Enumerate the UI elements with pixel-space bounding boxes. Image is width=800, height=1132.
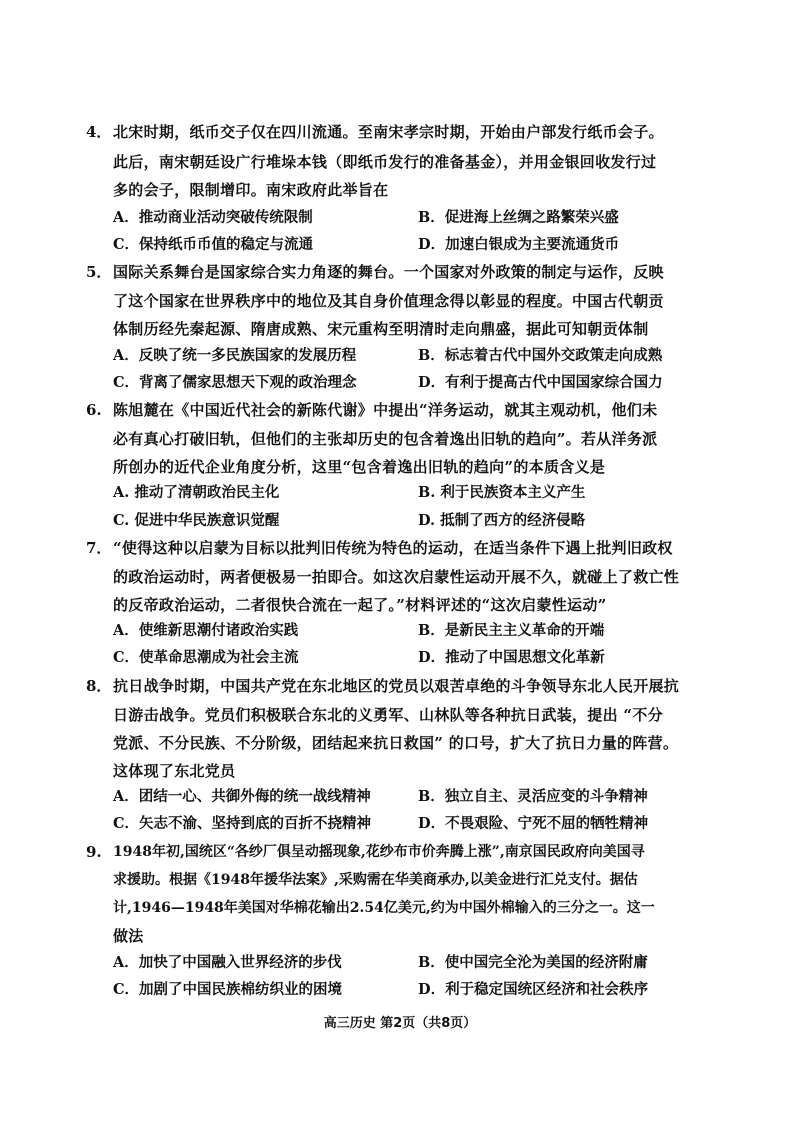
question-stem-line: 的政治运动时，两者便极易一拍即合。如这次启蒙性运动开展不久，就碰上了救亡性: [113, 568, 680, 586]
question-stem-line: 所创办的近代企业角度分析，这里“包含着逸出旧轨的趋向”的本质含义是: [113, 458, 606, 476]
option-a: A．推动商业活动突破传统限制: [113, 209, 313, 226]
page-footer: 高三历史 第2页（共8页）: [323, 1016, 477, 1031]
option-a: A. 推动了清朝政治民主化: [113, 484, 280, 501]
question-stem-line: 多的会子，限制增印。南宋政府此举旨在: [113, 181, 389, 199]
option-b: B．独立自主、灵活应变的斗争精神: [418, 788, 648, 805]
option-c: C．加剧了中国民族棉纺织业的困境: [113, 981, 343, 998]
option-c: C．矢志不渝、坚持到底的百折不挠精神: [113, 815, 372, 832]
option-b: B. 利于民族资本主义产生: [418, 484, 586, 501]
question-number: 6.: [86, 401, 102, 419]
question-stem-line: 体制历经先秦起源、隋唐成熟、宋元重构至明清时走向鼎盛，据此可知朝贡体制: [113, 320, 649, 338]
option-d: D．加速白银成为主要流通货币: [418, 236, 620, 253]
question-stem-line: 党派、不分民族、不分阶级，团结起来抗日救国” 的口号，扩大了抗日力量的阵营。: [113, 734, 679, 752]
question-number: 7．: [86, 539, 112, 557]
question-stem-line: 北宋时期，纸币交子仅在四川流通。至南宋孝宗时期，开始由户部发行纸币会子。: [113, 123, 664, 141]
option-a: A．团结一心、共御外侮的统一战线精神: [113, 788, 371, 805]
option-d: D．推动了中国思想文化革新: [418, 649, 605, 666]
question-stem-line: 国际关系舞台是国家综合实力角逐的舞台。一个国家对外政策的制定与运作，反映: [113, 263, 664, 281]
question-stem-line: 计,1946—1948年美国对华棉花输出2.54亿美元,约为中国外棉输入的三分之一。这一: [113, 900, 655, 916]
question-stem-line: 求援助。根据《1948年援华法案》,采购需在华美商承办,以美金进行汇兑支付。据估: [113, 872, 638, 888]
option-d: D. 抵制了西方的经济侵略: [418, 512, 586, 529]
option-a: A．使维新思潮付诸政治实践: [113, 622, 299, 639]
question-number: 5．: [86, 263, 112, 281]
question-stem-line: 的反帝政治运动，二者很快合流在一起了。”材料评述的“这次启蒙性运动”: [113, 596, 607, 614]
question-stem-line: “使得这种以启蒙为目标以批判旧传统为特色的运动，在适当条件下遇上批判旧政权: [113, 539, 673, 557]
option-d: D．有利于提高古代中国国家综合国力: [418, 374, 663, 391]
question-stem-line: 这体现了东北党员: [113, 762, 236, 780]
option-c: C．保持纸币币值的稳定与流通: [113, 236, 314, 253]
question-stem-line: 日游击战争。党员们积极联合东北的义勇军、山林队等各种抗日武装，提出 “不分: [113, 706, 663, 724]
option-b: B．促进海上丝绸之路繁荣兴盛: [418, 209, 619, 226]
question-stem-line: 此后，南宋朝廷设广行堆垛本钱（即纸币发行的准备基金），并用金银回收发行过: [113, 153, 657, 171]
option-c: C．背离了儒家思想天下观的政治理念: [113, 374, 357, 391]
option-b: B．使中国完全沦为美国的经济附庸: [418, 954, 648, 971]
option-a: A．反映了统一多民族国家的发展历程: [113, 347, 357, 364]
option-d: D．不畏艰险、宁死不屈的牺牲精神: [418, 815, 649, 832]
question-stem-line: 1948年初,国统区“各纱厂俱呈动摇现象,花纱布市价奔腾上涨”,南京国民政府向美国寻: [113, 844, 645, 860]
question-number: 4．: [86, 123, 112, 141]
option-c: C. 促进中华民族意识觉醒: [113, 512, 280, 529]
question-number: 9.: [86, 843, 102, 861]
question-stem-line: 了这个国家在世界秩序中的地位及其自身价值理念得以彰显的程度。中国古代朝贡: [113, 292, 664, 310]
question-stem-line: 抗日战争时期，中国共产党在东北地区的党员以艰苦卓绝的斗争领导东北人民开展抗: [113, 677, 680, 695]
question-stem-line: 做法: [113, 927, 144, 945]
option-a: A．加快了中国融入世界经济的步伐: [113, 954, 342, 971]
question-number: 8．: [86, 677, 112, 695]
option-b: B．标志着古代中国外交政策走向成熟: [418, 347, 663, 364]
option-d: D．利于稳定国统区经济和社会秩序: [418, 981, 649, 998]
option-c: C．使革命思潮成为社会主流: [113, 649, 299, 666]
question-stem-line: 必有真心打破旧轨，但他们的主张却历史的包含着逸出旧轨的趋向”。若从洋务派: [113, 430, 658, 448]
question-stem-line: 陈旭麓在《中国近代社会的新陈代谢》中提出“洋务运动，就其主观动机，他们未: [113, 401, 658, 419]
option-b: B．是新民主主义革命的开端: [418, 622, 605, 639]
